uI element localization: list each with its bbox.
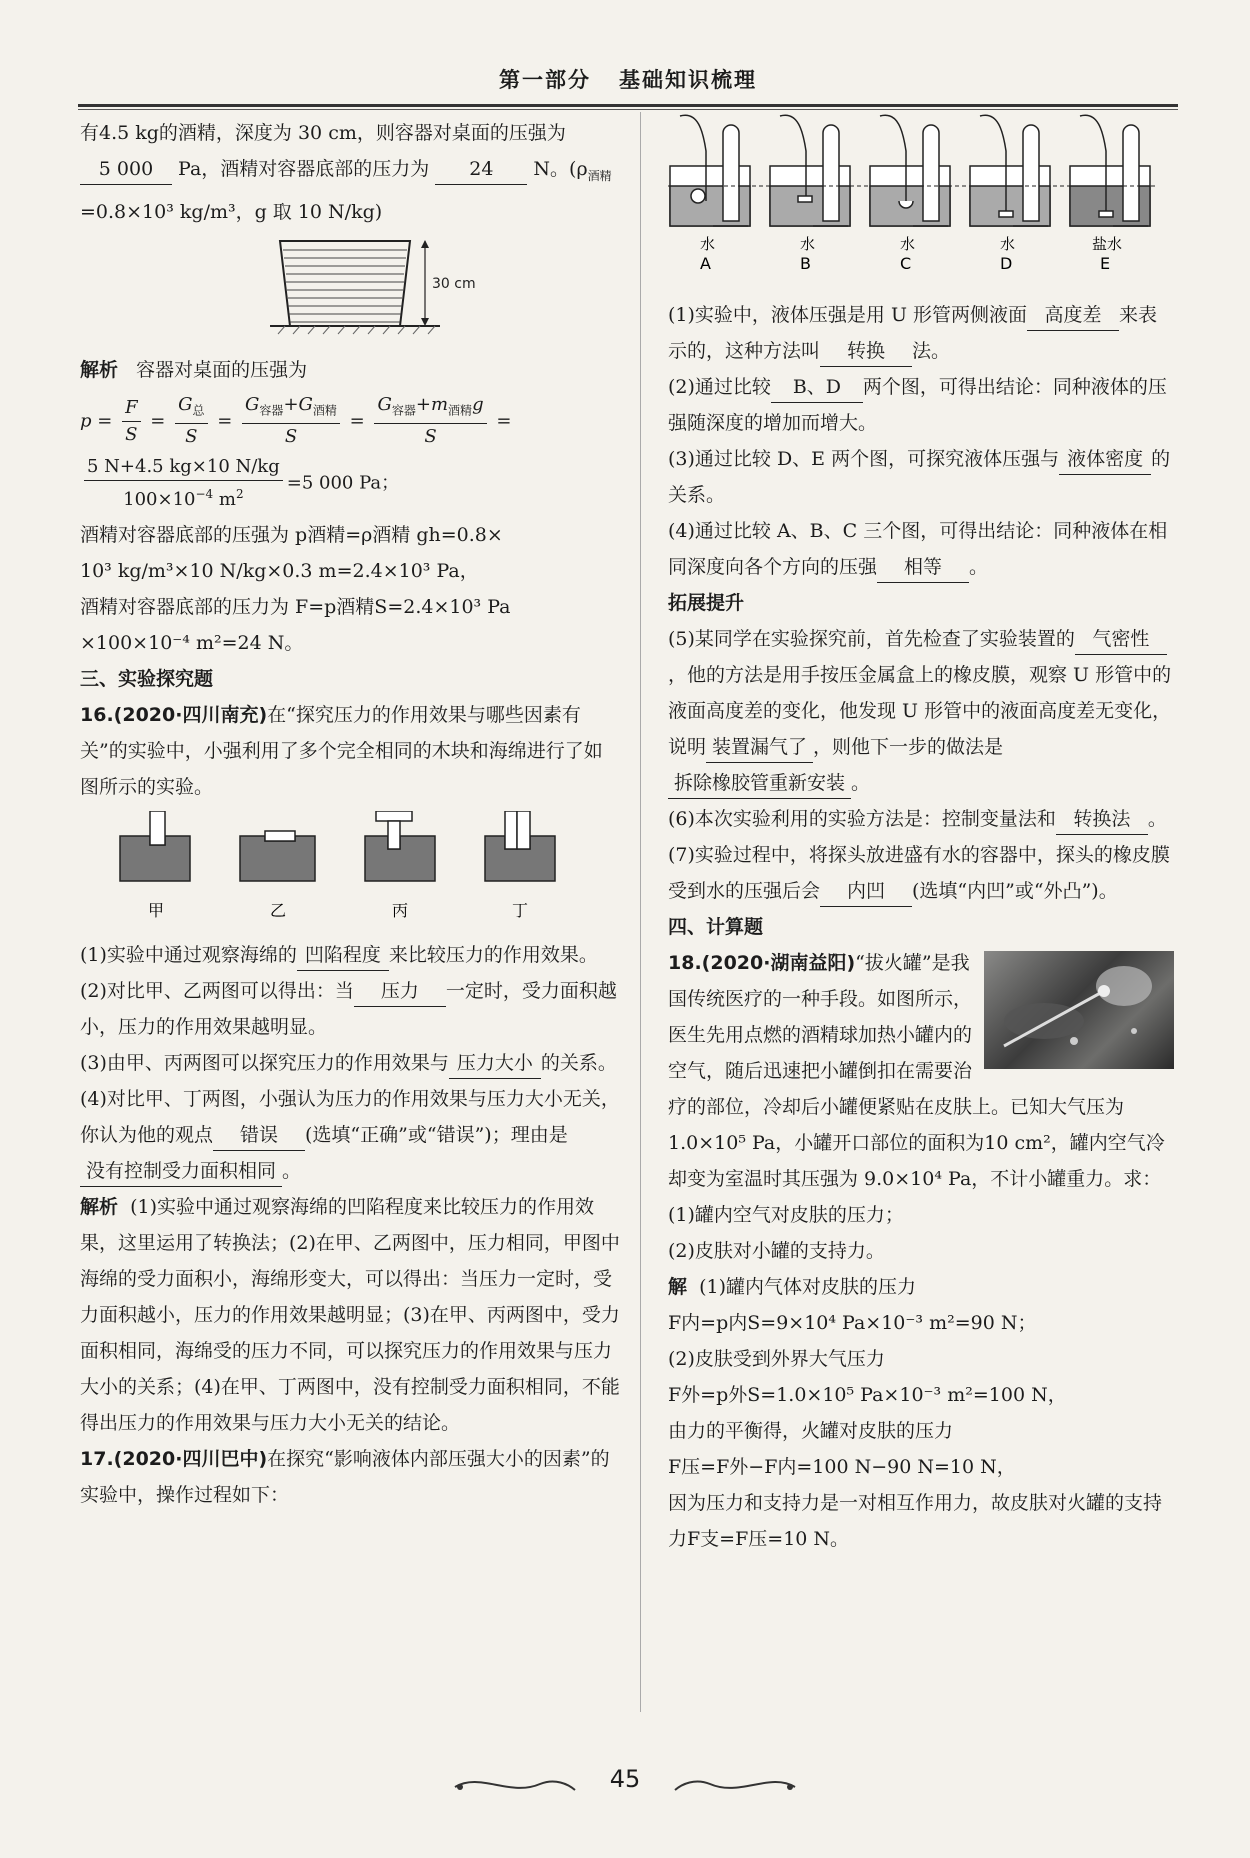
extension-heading: 拓展提升 [668,592,745,614]
q17-part1: (1)实验中，液体压强是用 U 形管两侧液面 高度差 来表示的，这种方法叫 转换 法。 [668,297,1174,369]
answer-blank: 没有控制受力面积相同 [80,1156,282,1187]
liquid-label-b: 水 [800,235,816,253]
liquid-label-d: 水 [1000,235,1016,253]
analysis-15: 解析 容器对桌面的压强为 [80,358,308,381]
answer-blank: 转换法 [1056,804,1148,835]
answer-blank: 气密性 [1075,624,1167,655]
answer-blank: 内凹 [820,876,912,907]
answer-blank: 压力大小 [449,1048,541,1079]
question-17: 17.(2020·四川巴中)在探究“影响液体内部压强大小的因素”的实验中，操作过程如下： [80,1448,610,1507]
problem-15-continued: 有4.5 kg的酒精，深度为 30 cm，则容器对桌面的压强为 5 000 Pa，酒精对容器底部的压力为 24 N。($\rho_{酒精}=0.8\times 10^3$ kg/m³，g 取 10 N/kg) [80,122,612,223]
q17-part4: (4)通过比较 A、B、C 三个图，可得出结论：同种液体在相同深度向各个方向的压强 相等 。 [668,513,1174,585]
fig-letter-e: E [1100,254,1111,273]
question-16: 16.(2020·四川南充)在“探究压力的作用效果与哪些因素有关”的实验中，小强利用了多个完全相同的木块和海绵进行了如图所示的实验。 [80,704,603,799]
answer-blank: 拆除橡胶管重新安装 [668,768,851,799]
section-heading: 四、计算题 [668,916,764,938]
ornament-right [670,1772,800,1802]
fig-letter-b: B [800,254,811,273]
answer-blank: 凹陷程度 [297,940,389,971]
column-divider [640,112,641,1712]
q16-part3: (3)由甲、丙两图可以探究压力的作用效果与 压力大小 的关系。 [80,1045,620,1081]
question-18: 18.(2020·湖南益阳)“拔火罐”是我国传统医疗的一种手段。如图所示，医生先用点燃的酒精球加热小罐内的空气，随后迅速把小罐倒扣在需要治疗的部位，冷却后小罐便紧贴在皮肤上。已知大气压为 1.0×10⁵ Pa，小罐开口部位的面积为10 cm²，罐内空气冷却变为室温时其压强为 9.0×10⁴ Pa，不计小罐重力。求： (1)罐内空气对皮肤的压力； (2)皮肤对小罐的支持力。 解 (1)罐内气体对皮肤的压力 F内=p内S=9×10⁴ Pa×10⁻³ m²=90 N； (2)皮肤受到外界大气压力 F外=p外S=1.0×10⁵ Pa×10⁻³ m²=100 N， 由力的平衡得，火罐对皮肤的压力 F压=F外−F内=100 N−90 N=10 N， 因为压力和支持力是一对相互作用力，故皮肤对火罐的支持力F支=F压=10 N。 [668,945,1174,1557]
fig-label-bing: 丙 [392,901,409,921]
q17-part6: (6)本次实验利用的实验方法是：控制变量法和 转换法 。 [668,801,1174,837]
answer-blank: 5 000 [80,154,172,185]
q17-part2: (2)通过比较 B、D 两个图，可得出结论：同种液体的压强随深度的增加而增大。 [668,369,1174,441]
liquid-label-a: 水 [700,235,716,253]
answer-blank: 错误 [213,1120,305,1151]
fig-letter-a: A [700,254,711,273]
fig-label-ding: 丁 [512,901,529,921]
page-number: 45 [609,1765,641,1793]
pressure-formula: p = $\frac{F}{S}$ = $\frac{G_总}{S}$ = $\frac{G_{容器}+G_{酒精}}{S}$ = $\frac{G_{容器}+m_{酒精}g}{S}$ = [80,393,512,448]
q16-analysis: 解析 (1)实验中通过观察海绵的凹陷程度来比较压力的作用效果，这里运用了转换法；(2)在甲、乙两图中，压力相同，甲图中海绵的受力面积小，海绵形变大，可以得出：当压力一定时，受力面积越小，压力的作用效果越明显；(3)在甲、丙两图中，受力面积相同，海绵受的压力不同，可以探究压力的作用效果与压力大小的关系；(4)在甲、丁两图中，没有控制受力面积相同，不能得出压力的作用效果与压力大小无关的结论。 [80,1196,620,1435]
header-rule-thin [78,109,1178,110]
answer-blank: 24 [435,154,527,185]
answer-blank: B、D [771,372,863,403]
answer-blank: 高度差 [1027,300,1119,331]
u-tube-figure [668,111,1168,291]
right-column [668,115,1174,1557]
cupping-photo [984,951,1174,1069]
q16-part1: (1)实验中通过观察海绵的 凹陷程度 来比较压力的作用效果。 [80,937,620,973]
fig-label-jia: 甲 [148,901,165,921]
header-part: 第一部分 [499,68,591,92]
left-column: 有4.5 kg的酒精，深度为 30 cm，则容器对桌面的压强为 5 000 Pa，酒精对容器底部的压力为 24 N。($\rho_{酒精}=0.8\times 10^3$ kg/m³，g 取 10 N/kg) 30 cm 解析 容器对桌面的压强为 p = $\frac{F}{S}$ = $\frac{G_总}{S}$ = $\frac{G_{容器}+G_{酒精}}{S}$ = $\frac{G_{容器}+m_{酒精}g}{S}$ = $\frac{5 N+4.5 kg\times 10 N/kg}{100\times 10^{-4} m^2}$ =5 000 Pa； 酒精对容器底部的压强为 p酒精=ρ酒精 gh=0.8× 10³ kg/m³×10 N/kg×0.3 m=2.4×10³ Pa， 酒精对容器底部的压力为 F=p酒精S=2.4×10³ Pa ×100×10⁻⁴ m²=24 N。 三、实验探究题 16.(2020·四川南充)在“探究压力的作用效果与哪些因素有关”的实验中，小强利用了多个完全相同的木块和海绵进行了如图所示的实验。 甲 乙 丙 丁 (1)实验中通过观察海绵的 凹陷程度 来比较压力的作用效果。 (2)对比甲、乙两图可以得出：当 压力 一定时，受力面积越小，压力的作用效果越明显。 (3)由甲、丙两图可以探究压力的作用效果与 压力大小 的关系。 (4)对比甲、丁两图，小强认为压力的作用效果与压力大小无关，你认为他的观点 错误 (选填“正确”或“错误”)；理由是没有控制受力面积相同 。 解析 (1)实验中通过观察海绵的凹陷程度来比较压力的作用效果，这里运用了转换法；(2)在甲、乙两图中，压力相同，甲图中海绵的受力面积小，海绵形变大，可以得出：当压力一定时，受力面积越小，压力的作用效果越明显；(3)在甲、丙两图中，受力面积相同，海绵受的压力不同，可以探究压力的作用效果与压力大小的关系；(4)在甲、丁两图中，没有控制受力面积相同，不能得出压力的作用效果与压力大小无关的结论。 17.(2020·四川巴中)在探究“影响液体内部压强大小的因素”的实验中，操作过程如下： [80,115,620,1513]
analysis-label: 解析 [80,358,119,381]
section-heading: 三、实验探究题 [80,668,214,691]
q17-part3: (3)通过比较 D、E 两个图，可探究液体压强与 液体密度 的关系。 [668,441,1174,513]
container-figure [270,236,630,346]
fig-letter-d: D [1000,254,1013,273]
answer-blank: 压力 [354,976,446,1007]
sponge-block-figure [80,811,620,931]
q17-part5: (5)某同学在实验探究前，首先检查了实验装置的 气密性，他的方法是用手按压金属盒上的橡皮膜，观察 U 形管中的液面高度差的变化，他发现 U 形管中的液面高度差无变化，说明 装置漏气了 ，则他下一步的做法是拆除橡胶管重新安装 。 [668,621,1174,801]
header-title: 基础知识梳理 [619,68,757,92]
solution-label: 解 [668,1276,688,1298]
fig-letter-c: C [900,254,912,273]
q17-part7: (7)实验过程中，将探头放进盛有水的容器中，探头的橡皮膜受到水的压强后会 内凹 (选填“内凹”或“外凸”)。 [668,837,1174,909]
fig-label-yi: 乙 [270,901,287,921]
liquid-label-e: 盐水 [1092,235,1123,253]
cupping-photo-art [984,951,1174,1069]
answer-blank: 转换 [820,336,912,367]
pressure-formula-2: $\frac{5 N+4.5 kg\times 10 N/kg}{100\times 10^{-4} m^2}$ =5 000 Pa； [80,454,620,513]
answer-blank: 装置漏气了 [706,732,813,763]
liquid-label-c: 水 [900,235,916,253]
answer-blank: 相等 [877,552,969,583]
depth-label: 30 cm [432,275,476,292]
answer-blank: 液体密度 [1059,444,1151,475]
q16-part4: (4)对比甲、丁两图，小强认为压力的作用效果与压力大小无关，你认为他的观点 错误 (选填“正确”或“错误”)；理由是没有控制受力面积相同 。 [80,1081,620,1189]
page-header [78,64,1178,104]
q16-part2: (2)对比甲、乙两图可以得出：当 压力 一定时，受力面积越小，压力的作用效果越明显。 [80,973,620,1045]
header-rule [78,104,1178,107]
